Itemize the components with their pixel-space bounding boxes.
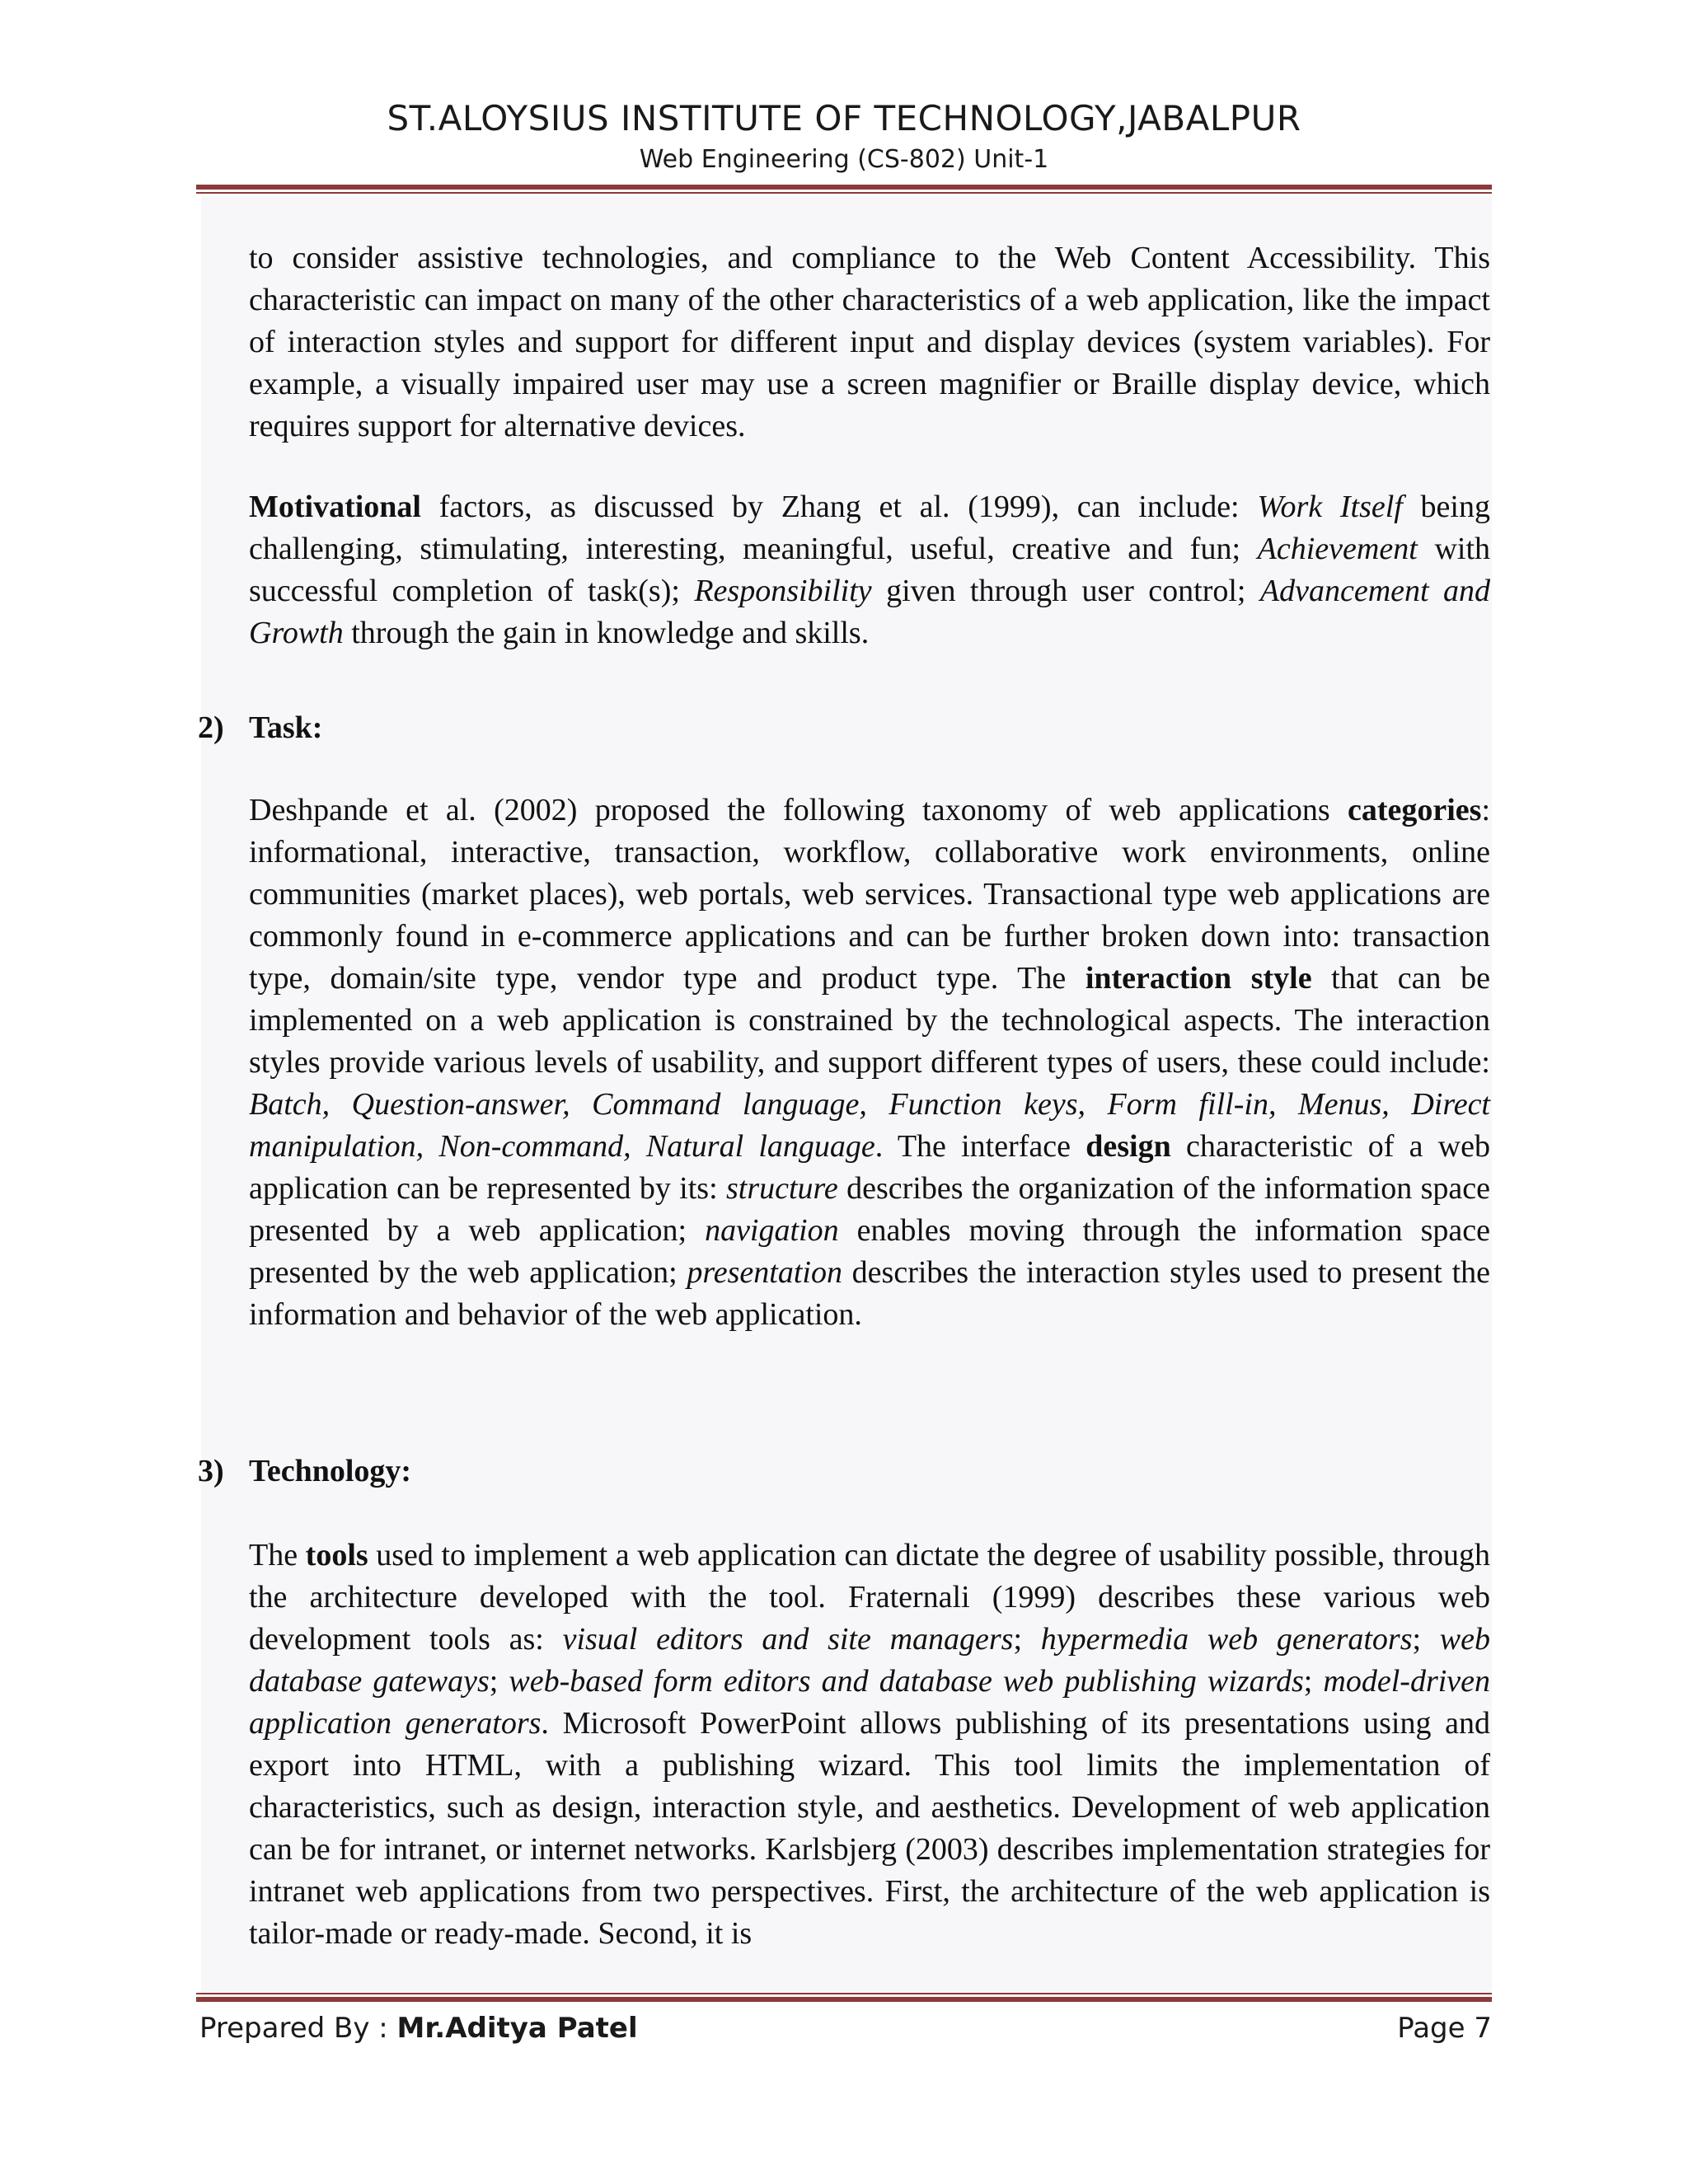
footer-rule bbox=[196, 1997, 1492, 2002]
task-paragraph: Deshpande et al. (2002) proposed the following taxonomy of web applications categories: informational, interactive, transaction, workflow, collaborative work environments, online communities (market places), web portals, web services. Transactional type web applications are commonly found in e-commerce applications and can be further broken down into: transaction type, domain/site type, vendor type and product type. The interaction style that can be implemented on a web application is constrained by the technological aspects. The interaction styles provide various levels of usability, and support different types of users, these could include: Batch, Question-answer, Command language, Function keys, Form fill-in, Menus, Direct manipulation, Non-command, Natural language. The interface design characteristic of a web application can be represented by its: structure describes the organization of the information space presented by a web application; navigation enables moving through the information space presented by the web application; presentation describes the interaction styles used to present the information and behavior of the web application. bbox=[249, 793, 1491, 1332]
institute-title: ST.ALOYSIUS INSTITUTE OF TECHNOLOGY,JABALPUR bbox=[387, 98, 1301, 138]
technology-paragraph: The tools used to implement a web application can dictate the degree of usability possible, through the architecture developed with the tool. Fraternali (1999) describes these various web development tools as: visual editors and site managers; hypermedia web generators; web database gateways; web-based form editors and database web publishing wizards; model-driven application generators. Microsoft PowerPoint allows publishing of its presentations using and export into HTML, with a publishing wizard. This tool limits the implementation of characteristics, such as design, interaction style, and aesthetics. Development of web application can be for intranet, or internet networks. Karlsbjerg (2003) describes implementation strategies for intranet web applications from two perspectives. First, the architecture of the web application is tailor-made or ready-made. Second, it is bbox=[249, 1538, 1491, 1951]
prepared-by-label: Prepared By : bbox=[199, 2012, 397, 2045]
section-heading-technology bbox=[198, 1451, 411, 1493]
section-title: Task: bbox=[249, 710, 323, 745]
header-rule bbox=[196, 185, 1492, 190]
intro-paragraph: to consider assistive technologies, and compliance to the Web Content Accessibility. This characteristic can impact on many of the other characteristics of a web application, like the impact of interaction styles and support for different input and display devices (system variables). For example, a visually impaired user may use a screen magnifier or Braille display device, which requires support for alternative devices. bbox=[249, 241, 1490, 443]
page-header bbox=[0, 97, 1688, 176]
section-number: 3) bbox=[198, 1454, 224, 1488]
section-title: Technology: bbox=[249, 1454, 412, 1488]
header-rule-thin bbox=[196, 192, 1492, 194]
author-name: Mr.Aditya Patel bbox=[396, 2012, 638, 2045]
course-subtitle: Web Engineering (CS-802) Unit-1 bbox=[639, 145, 1049, 174]
section-heading-task bbox=[198, 707, 322, 749]
page-footer bbox=[199, 2009, 1492, 2047]
footer-rule-thin bbox=[196, 1993, 1492, 1994]
section-number: 2) bbox=[198, 710, 224, 745]
motivational-term: Motivational bbox=[249, 490, 421, 524]
page-number: Page 7 bbox=[1397, 2012, 1492, 2045]
motivational-paragraph: Motivational factors, as discussed by Zhang et al. (1999), can include: Work Itself being challenging, stimulating, interesting, meaningful, useful, creative and fun; Achievement with successful completion of task(s); Responsibility given through user control; Advancement and Growth through the gain in knowledge and skills. bbox=[249, 490, 1490, 650]
